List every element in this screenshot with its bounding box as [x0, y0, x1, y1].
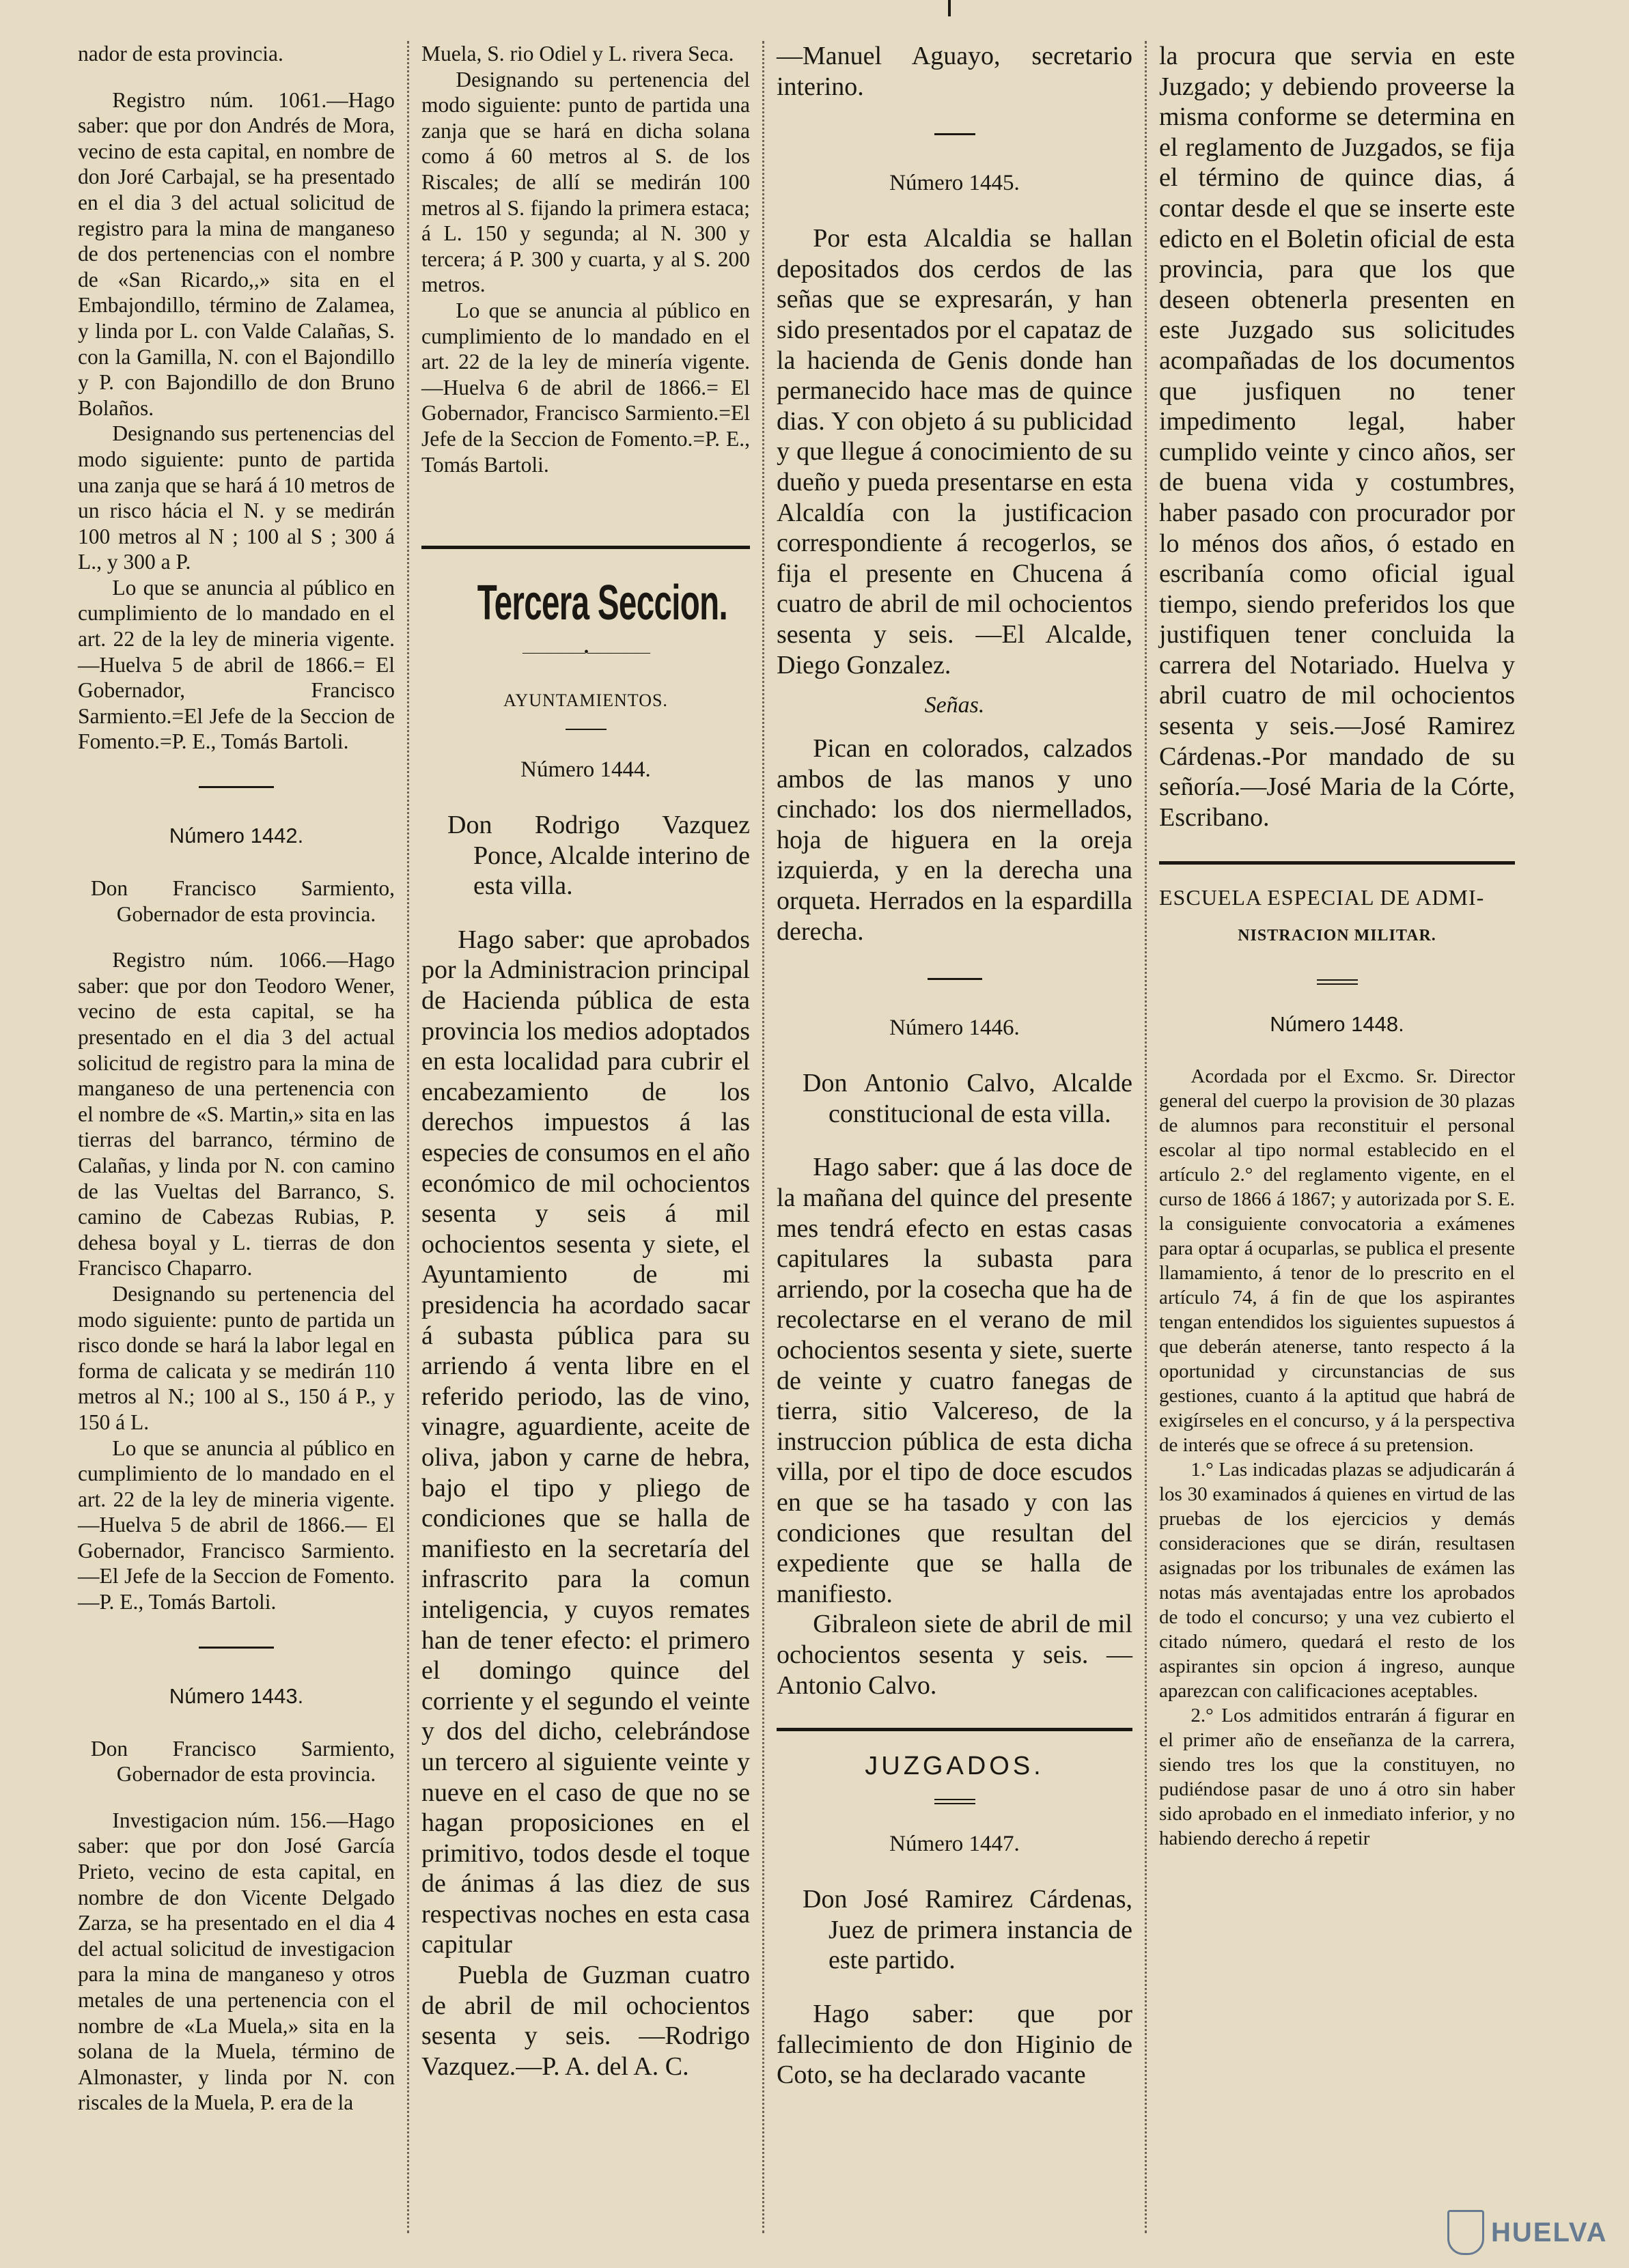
paragraph: Hago saber: que aprobados por la Administracion principal de Hacienda pública de esta provincia los medios adoptados en esta localidad para cubrir el encabezamiento de los derechos impuestos á las especies de consumos en el año económico de mil ochocientos sesenta y seis á mil ochocientos sesenta y siete, el Ayuntamiento de mi presidencia ha acordado sacar á subasta pública para su arriendo á venta libre en el referido periodo, las de vino, vinagre, aguardiente, aceite de oliva, jabon y carne de hebra, bajo el tipo y pliego de condiciones que se halla de manifiesto en la secretaría del infrascrito para la comun inteligencia, y cuyos remates han de tener efecto: el primero el domingo quince del corriente y el segundo el veinte y dos del dicho, celebrándose un tercero al siguiente veinte y nueve en el caso de que no se hagan proposiciones en el primitivo, todos desde el toque de ánimas á las diez de sus respectivas noches en esta casa capitular — [421, 925, 750, 1959]
column-1 — [66, 41, 407, 2233]
notice-heading: Don Francisco Sarmiento, Gobernador de esta provincia. — [90, 876, 395, 926]
notice-heading: Don José Ramirez Cárdenas, Juez de primera instancia de este partido. — [803, 1885, 1132, 1975]
divider — [934, 133, 975, 135]
paragraph: —Manuel Aguayo, secretario interino. — [777, 42, 1132, 101]
divider — [1317, 979, 1358, 985]
archive-watermark — [1447, 2205, 1618, 2260]
paragraph: Lo que se anuncia al público en cumplimiento de lo mandado en el art. 22 de la ley de mineria vigente. —Huelva 5 de abril de 1866.— El Gobernador, Francisco Sarmiento.—El Jefe de la Seccion de Fomento.—P. E., Tomás Bartoli. — [78, 1436, 395, 1614]
paragraph: Registro núm. 1066.—Hago saber: que por don Teodoro Wener, vecino de esta capital, se ha presentado en el dia 3 del actual solicitud de registro para la mina de manganeso de una pertenencia con el nombre de «S. Martin,» sita en las tierras del barranco, término de Calañas, y linda por N. con camino de las Vueltas del Barranco, S. camino de Cabezas Rubias, P. dehesa boyal y L. tierras de don Francisco Chaparro. — [78, 948, 395, 1280]
notice-number: Número 1447. — [889, 1832, 1020, 1857]
category-heading: JUZGADOS. — [865, 1752, 1044, 1781]
ornament-rule: —————•————— — [522, 645, 649, 660]
divider — [199, 1647, 274, 1649]
paragraph: Investigacion núm. 156.—Hago saber: que por don José García Prieto, vecino de esta capital, en nombre de don Vicente Delgado Zarza, se ha presentado en el dia 4 del actual solicitud de investigacion para la mina de manganeso y otros metales de una pertenencia con el nombre de «La Muela,» sita en la solana de la Muela, término de Almonaster, y linda por N. con riscales de la Muela, P. era de la — [78, 1808, 395, 2115]
paragraph: Designando su pertenencia del modo siguiente: punto de partida una zanja que se hará en dicha solana como á 60 metros al S. de los Riscales; de allí se medirán 100 metros al S. fijando la primera estaca; á L. 150 y segunda; al N. 300 y tercera; á P. 300 y cuarta, y al S. 200 metros. — [421, 67, 750, 297]
divider — [928, 978, 982, 980]
notice-number: Número 1445. — [889, 171, 1020, 196]
notice-number: Número 1448. — [1270, 1012, 1404, 1037]
section-rule — [421, 546, 750, 549]
paragraph: Designando su pertenencia del modo siguiente: punto de partida un risco donde se hará la labor legal en forma de calicata y se medirán 110 metros al N.; 100 al S., 150 á P., y 150 á L. — [78, 1281, 395, 1434]
fold-mark — [948, 0, 951, 16]
paragraph: 2.° Los admitidos entrarán á figurar en el primer año de enseñanza de la carrera, siendo tres los que la constituyen, no pudiéndose pasar de uno á otro sin haber sido aprobado en el inmediato inferior, y no habiendo derecho á repetir — [1159, 1705, 1515, 1850]
column-4 — [1145, 41, 1527, 2233]
column-2 — [407, 41, 762, 2233]
paragraph: la procura que servia en este Juzgado; y debiendo proveerse la misma conforme se determina en el reglamento de Juzgados, se fija el término de quince dias, á contar desde el que se inserte este edicto en el Boletin oficial de esta provincia, para que los que deseen obtenerla presenten en este Juzgado sus solicitudes acompañadas de los documentos que jusfiquen no tener impedimento legal, haber cumplido veinte y cinco años, ser de buena vida y costumbres, haber pasado con procurador por lo ménos dos años, ó estado en escribanía como oficial igual tiempo, siendo preferidos los que justifiquen tener concluida la carrera del Notariado. Huelva y abril cuatro de mil ochocientos sesenta y seis.—José Ramirez Cárdenas.-Por mandado de su señoría.—José Maria de la Córte, Escribano. — [1159, 42, 1515, 832]
notice-number: Número 1442. — [169, 824, 304, 848]
paragraph: Lo que se anuncia al público en cumplimiento de lo mandado en el art. 22 de la ley de minería vigente. —Huelva 6 de abril de 1866.= El Gobernador, Francisco Sarmiento.=El Jefe de la Seccion de Fomento.=P. E., Tomás Bartoli. — [421, 298, 750, 477]
divider — [566, 729, 607, 730]
notice-heading: Don Francisco Sarmiento, Gobernador de esta provincia. — [90, 1736, 395, 1787]
watermark-text: HUELVA — [1491, 2217, 1608, 2248]
paragraph: Gibraleon siete de abril de mil ochocientos sesenta y seis. —Antonio Calvo. — [777, 1610, 1132, 1700]
notice-number: Número 1444. — [520, 757, 651, 783]
heading: NISTRACION MILITAR. — [1238, 927, 1436, 945]
paragraph: Acordada por el Excmo. Sr. Director general del cuerpo la provision de 30 plazas de alumnos para reconstituir el personal escolar al tipo normal establecido en el artículo 2.° del reglamento vigente, en el curso de 1866 á 1867; y autorizada por S. E. la consiguiente convocatoria a exámenes para optar á ocuparlas, se publica el presente llamamiento, á tenor de lo prescrito en el artículo 74, á fin de que los aspirantes tengan entendidos los siguientes supuestos á que deberán atenerse, tanto respecto á la oportunidad y circunstancias de sus gestiones, cuanto á la aptitud que habrá de exigírseles en el concurso, y á la perspectiva de interés que se ofrece á su pretension. — [1159, 1065, 1515, 1457]
paragraph: Puebla de Guzman cuatro de abril de mil ochocientos sesenta y seis. —Rodrigo Vazquez.—P. A. del A. C. — [421, 1961, 750, 2081]
columns — [66, 41, 1598, 2233]
notice-heading: Don Antonio Calvo, Alcalde constitucional de esta villa. — [803, 1069, 1132, 1128]
paragraph: Designando sus pertenencias del modo siguiente: punto de partida una zanja que se hará á 10 metros de un risco hácia el N. y se medirán 100 metros al N ; 100 al S ; 300 á L., y 300 a P. — [78, 421, 395, 574]
crest-icon — [1447, 2210, 1484, 2255]
paragraph: Hago saber: que por fallecimiento de don Higinio de Coto, se ha declarado vacante — [777, 1999, 1132, 2090]
notice-heading: Don Rodrigo Vazquez Ponce, Alcalde interino de esta villa. — [447, 811, 750, 901]
paragraph: Por esta Alcaldia se hallan depositados dos cerdos de las señas que se expresarán, y han sido presentados por el capataz de la hacienda de Genis donde han permanecido hace mas de quince dias. Y con objeto á su publicidad y que llegue á conocimiento de su dueño y pueda presentarse en esta Alcaldía con la justificacion correspondiente á recogerlos, se fija el presente en Chucena á cuatro de abril de mil ochocientos sesenta y seis. —El Alcalde, Diego Gonzalez. — [777, 224, 1132, 680]
paragraph: Hago saber: que á las doce de la mañana del quince del presente mes tendrá efecto en estas casas capitulares la subasta para arriendo, por la cosecha que ha de recolectarse en el verano de mil ochocientos sesenta y siete, suerte de veinte y cuatro fanegas de tierra, sitio Valcereso, de la instruccion pública de esta dicha villa, por el tipo de doce escudos en que se ha tasado y con las condiciones que resultan del expediente que se halla de manifiesto. — [777, 1153, 1132, 1608]
paragraph: Pican en colorados, calzados ambos de las manos y uno cinchado: los dos niermellados, hoja de higuera en la oreja izquierda, y en la derecha una orqueta. Herrados en la espardilla derecha. — [777, 734, 1132, 946]
notice-number: Número 1446. — [889, 1016, 1020, 1041]
divider — [199, 786, 274, 788]
section-rule — [1159, 861, 1515, 865]
subheading: Señas. — [924, 692, 985, 718]
paragraph: Registro núm. 1061.—Hago saber: que por don Andrés de Mora, vecino de esta capital, en nombre de don Joré Carbajal, se ha presentado en el dia 3 del actual solicitud de registro para la mina de manganeso de dos pertenencias con el nombre de «San Ricardo,,» sita en el Embajondillo, término de Zalamea, y linda por L. con Valde Calañas, S. con la Gamilla, N. con el Bajondillo y P. con Bajondillo de don Bruno Bolaños. — [78, 87, 395, 420]
column-3 — [762, 41, 1145, 2233]
heading: ESCUELA ESPECIAL DE ADMI- — [1159, 885, 1485, 910]
paragraph: 1.° Las indicadas plazas se adjudicarán á los 30 examinados á quienes en virtud de las pruebas de los ejercicios y demás consideraciones que se dirán, resultasen asignadas por los tribunales de exámen las notas más aventajadas entre los aprobados de todo el concurso; y una vez cubierto el citado número, quedará el resto de los aspirantes sin opcion á ingreso, aunque aparezcan con calificaciones aceptables. — [1159, 1459, 1515, 1703]
category-heading: AYUNTAMIENTOS. — [503, 690, 668, 711]
paragraph: Muela, S. rio Odiel y L. rivera Seca. — [421, 42, 734, 66]
text-line: nador de esta provincia. — [78, 42, 283, 66]
section-title: Tercera Seccion. — [477, 576, 728, 631]
notice-number: Número 1443. — [169, 1683, 304, 1708]
paragraph: Lo que se anuncia al público en cumplimiento de lo mandado en el art. 22 de la ley de mineria vigente. —Huelva 5 de abril de 1866.= El Gobernador, Francisco Sarmiento.=El Jefe de la Seccion de Fomento.=P. E., Tomás Bartoli. — [78, 575, 395, 754]
section-rule — [777, 1728, 1132, 1731]
divider — [934, 1799, 975, 1804]
